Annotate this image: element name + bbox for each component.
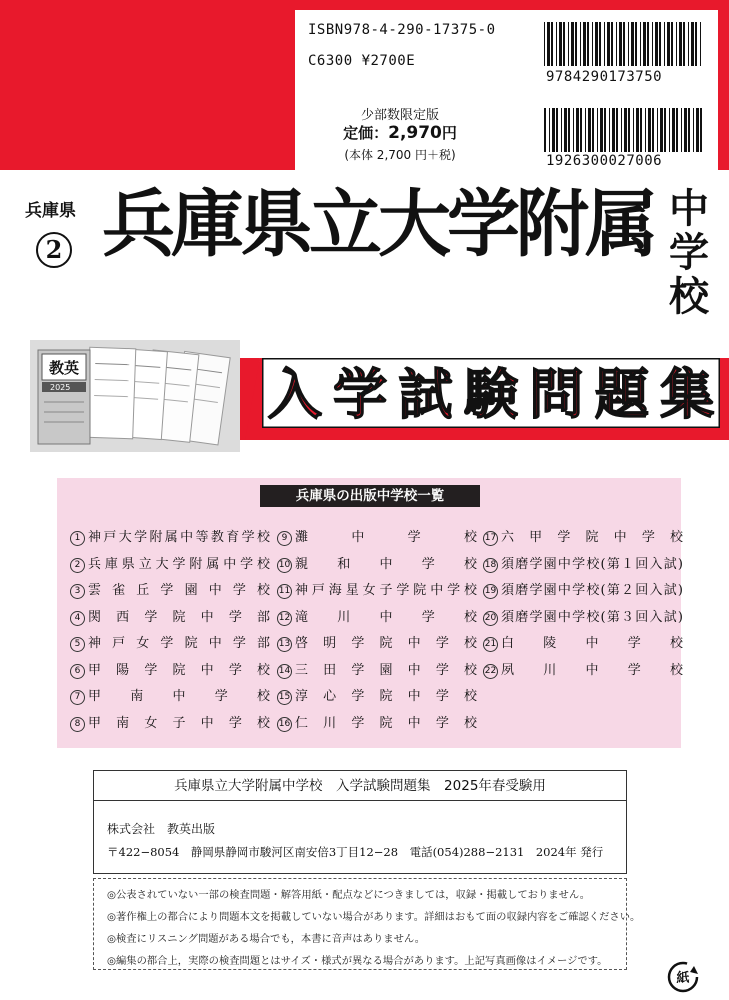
school-number: 2 [70,558,85,573]
note-line: ◎編集の都合上，実際の検査問題とはサイズ・様式が異なる場合があります。上記写真画像はイメージです。 [107,955,608,967]
school-title: 兵庫県立大学附属 [102,181,654,267]
divider [93,800,627,801]
price-yen: 円 [441,124,457,142]
school-number: 18 [483,558,498,573]
school-number: 22 [483,664,498,679]
thumb-brand: 教英 [48,359,80,377]
school-number: 9 [277,531,292,546]
note-line: ◎公表されていない一部の検査問題・解答用紙・配点などにつきましては，収録・掲載しておりません。 [107,889,591,901]
school-list-item [483,525,683,552]
school-number: 4 [70,611,85,626]
note-line: ◎検査にリスニング問題がある場合でも，本書に音声はありません。 [107,933,426,945]
school-list-title: 兵庫県の出版中学校一覧 [260,485,480,507]
barcode-1 [544,22,704,66]
school-list-item [70,552,270,579]
school-name: 灘中学校 [295,530,477,545]
svg-text:紙: 紙 [676,971,690,986]
school-list-item [277,658,477,685]
school-title-vertical [664,187,714,319]
school-column-1 [70,525,270,737]
school-list-item [483,578,683,605]
school-name: 仁川学院中学校 [295,715,477,731]
publisher: 株式会社 教英出版 [107,822,216,836]
school-number: 10 [277,558,292,573]
school-list-item [277,631,477,658]
school-list-item [70,631,270,658]
school-number: 7 [70,690,85,705]
school-list-item [70,605,270,632]
exam-title-char: 集 [660,363,715,426]
school-name: 夙川中学校 [501,662,683,678]
school-name: 淳心学院中学校 [295,689,477,704]
price-line [310,122,490,143]
school-list-item [70,711,270,738]
school-list-item [70,684,270,711]
thumb-year: 2025 [50,383,71,392]
school-column-3 [483,525,683,684]
school-name: 神戸女学院中学部 [88,636,270,651]
school-list-item [70,578,270,605]
paper-recycle-icon [666,960,700,994]
school-name: 六甲学院中学校 [501,530,683,545]
school-name: 甲陽学院中学校 [88,662,270,678]
note-line: ◎著作権上の都合により問題本文を掲載していない場合があります。詳細はおもて面の収録内容をご確認ください。 [107,911,641,923]
school-name: 神戸大学附属中等教育学校 [88,530,270,545]
exam-thumbnails [30,340,240,452]
school-name: 須磨学園中学校(第１回入試) [501,556,683,572]
tax-note: (本体 2,700 円＋税) [344,148,456,162]
c-code: C6300 ¥2700E [308,53,416,69]
exam-title-box [262,358,720,428]
school-list-item [277,605,477,632]
school-list-item [483,658,683,685]
limited-edition-label: 少部数限定版 [360,108,439,123]
school-list-item [483,552,683,579]
book-info-title: 兵庫県立大学附属中学校 入学試験問題集 2025年春受験用 [174,778,546,794]
school-number: 5 [70,637,85,652]
school-list-item [277,684,477,711]
school-number: 6 [70,664,85,679]
school-list-item [277,552,477,579]
barcode-2-number: 1926300027006 [546,153,663,169]
school-name: 三田学園中学校 [295,662,477,678]
school-number: 16 [277,717,292,732]
school-number: 12 [277,611,292,626]
barcode-1-number: 9784290173750 [546,69,663,85]
school-name: 関西学院中学部 [88,609,270,625]
school-list-item [483,631,683,658]
price-value: 2,970 [388,123,442,143]
school-list-item [70,658,270,685]
title-vertical-char: 学 [669,229,709,276]
school-number: 15 [277,690,292,705]
exam-title-char: 題 [594,363,649,426]
exam-title-char: 験 [464,363,518,426]
prefecture-label: 兵庫県 [25,201,76,221]
title-vertical-char: 校 [669,273,709,320]
school-number: 11 [277,584,292,599]
school-list-item [277,711,477,738]
school-name: 須磨学園中学校(第２回入試) [501,583,683,598]
publisher-address: 〒422−8054 静岡県静岡市駿河区南安倍3丁目12−28 電話(054)288−2131 2024年 発行 [107,845,604,859]
school-name: 白陵中学校 [501,636,683,651]
exam-title-char: 問 [529,363,584,426]
school-name: 親和中学校 [295,556,477,572]
school-name: 啓明学院中学校 [295,636,477,651]
barcode-2 [544,108,704,152]
school-name: 雲雀丘学園中学校 [88,583,270,598]
school-number: 13 [277,637,292,652]
school-name: 須磨学園中学校(第３回入試) [501,609,683,625]
school-number: 1 [70,531,85,546]
exam-title-char: 入 [267,363,322,426]
school-number: 21 [483,637,498,652]
school-list-item [277,525,477,552]
price-label: 定価： [343,124,389,142]
school-number: 19 [483,584,498,599]
school-list-item [483,605,683,632]
school-column-2 [277,525,477,737]
school-number: 20 [483,611,498,626]
school-list-item [277,578,477,605]
school-name: 兵庫県立大学附属中学校 [88,556,270,572]
school-number: 14 [277,664,292,679]
school-name: 甲南中学校 [88,689,270,704]
school-number: 17 [483,531,498,546]
isbn-text: ISBN978-4-290-17375-0 [308,22,496,38]
school-name: 滝川中学校 [295,609,477,625]
exam-title-char: 試 [398,363,453,426]
school-name: 神戸海星女子学院中学校 [295,583,477,598]
school-name: 甲南女子中学校 [88,715,270,731]
exam-title-char: 学 [333,363,388,426]
school-list-item [70,525,270,552]
school-number: 8 [70,717,85,732]
volume-number: 2 [36,232,72,268]
title-vertical-char: 中 [669,185,709,232]
school-number: 3 [70,584,85,599]
